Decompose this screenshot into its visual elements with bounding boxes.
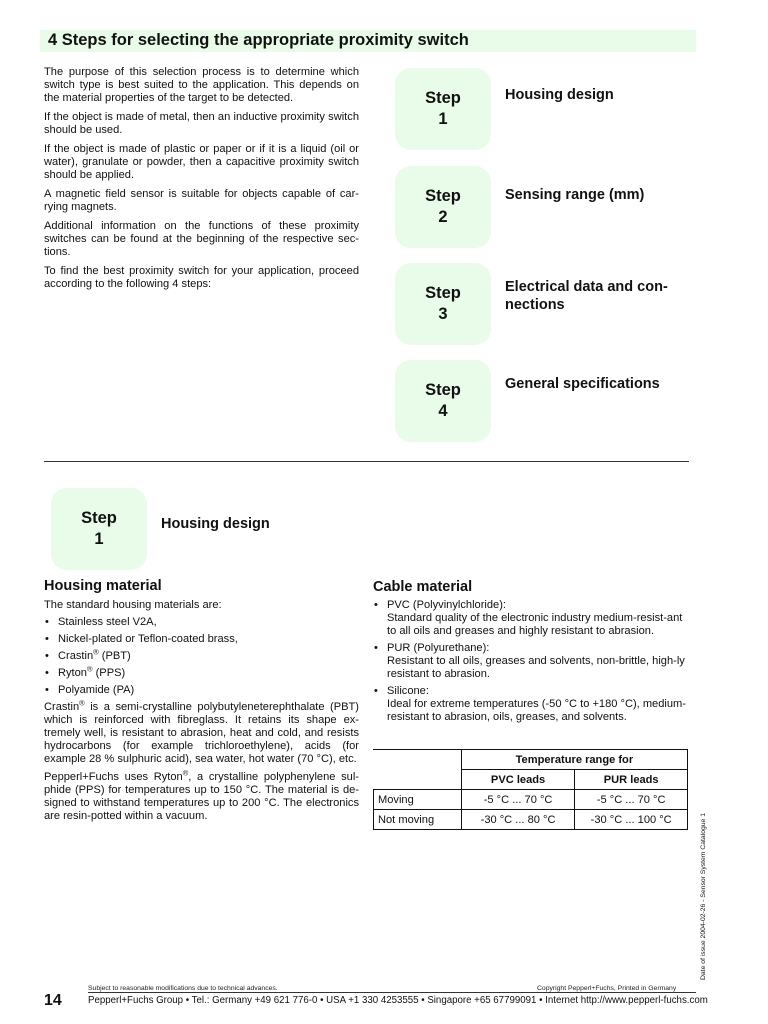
column-header-pur: PUR leads: [575, 770, 688, 790]
list-item: • PUR (Polyurethane): Resistant to all oils, greases and solvents, non-brittle, high-ly resistant to abrasion.: [373, 642, 688, 681]
section-step-label: Housing design: [161, 516, 270, 532]
page-title: 4 Steps for selecting the appropriate proximity switch: [48, 31, 469, 49]
list-item: • Crastin® (PBT): [44, 650, 359, 663]
housing-material-section: [44, 580, 359, 828]
intro-paragraph: A magnetic field sensor is suitable for objects capable of car-rying magnets.: [44, 188, 359, 213]
table-row: Moving -5 °C ... 70 °C -5 °C ... 70 °C: [374, 790, 688, 810]
footer-contact: Pepperl+Fuchs Group • Tel.: Germany +49 621 776-0 • USA +1 330 4253555 • Singapore +65 67799091 • Internet http://www.pepperl-fuchs.com: [88, 995, 708, 1006]
list-item: • Ryton® (PPS): [44, 667, 359, 680]
housing-lead: The standard housing materials are:: [44, 599, 222, 611]
step-2-box: [395, 166, 491, 248]
cable-material-section: [373, 581, 688, 728]
section-step-box: [51, 488, 147, 570]
ryton-paragraph: Pepperl+Fuchs uses Ryton®, a crystalline polyphenylene sul-phide (PPS) for temperatures up to 150 °C. The material is de-signed to withstand temperatures up to 200 °C. The electronics are resin-potted within a vacuum.: [44, 768, 359, 822]
step-number: 1: [94, 530, 104, 548]
table-header-row: [374, 770, 688, 790]
step-4-label: General specifications: [505, 376, 660, 392]
step-2-label: Sensing range (mm): [505, 187, 645, 203]
list-item: • Nickel-plated or Teflon-coated brass,: [44, 633, 359, 646]
housing-list: [44, 616, 359, 697]
side-date-text: Date of issue 2004-02-26 - Sensor System Catalogue 1: [700, 813, 707, 980]
footer-rule: [88, 992, 696, 993]
table-header-row: [374, 750, 688, 770]
step-number: 2: [438, 208, 448, 226]
list-item: • PVC (Polyvinylchloride): Standard quality of the electronic industry medium-resist-ant to all oils and greases and highly resistant to abrasion.: [373, 599, 688, 638]
intro-paragraph: To find the best proximity switch for your application, proceed according to the following 4 steps:: [44, 265, 359, 290]
list-item: • Polyamide (PA): [44, 684, 359, 697]
footer-note: Subject to reasonable modifications due to technical advances.: [88, 985, 278, 992]
list-item: • Silicone: Ideal for extreme temperatures (-50 °C to +180 °C), medium-resistant to abrasion, oils, greases, and solvents.: [373, 685, 688, 724]
page-number: 14: [44, 992, 62, 1009]
step-number: 1: [438, 110, 448, 128]
intro-paragraph: If the object is made of plastic or paper or if it is a liquid (oil or water), granulate or powder, then a capacitive proximity switch should be applied.: [44, 143, 359, 181]
intro-paragraph: Additional information on the functions of these proximity switches can be found at the beginning of the respective sec-tions.: [44, 220, 359, 258]
step-4-box: [395, 360, 491, 442]
footer-copyright: Copyright Pepperl+Fuchs, Printed in Germany: [537, 985, 677, 992]
section-divider: [44, 461, 689, 462]
intro-paragraph: If the object is made of metal, then an inductive proximity switch should be used.: [44, 111, 359, 136]
housing-heading: Housing material: [44, 578, 162, 594]
step-1-label: Housing design: [505, 87, 614, 103]
step-1-box: [395, 68, 491, 150]
step-word: Step: [425, 89, 461, 107]
step-number: 3: [438, 305, 448, 323]
step-number: 4: [438, 402, 448, 420]
step-word: Step: [425, 284, 461, 302]
step-word: Step: [81, 509, 117, 527]
crastin-paragraph: Crastin® is a semi-crystalline polybutyleneterephthalate (PBT) which is reinforced with fibreglass. It retains its shape ex-tremely well, is resistant to abrasion, heat and cold, and resists hydrocarbons (for example trichloroethylene), acids (for example 28 % sulphuric acid), sea water, hot water (70 °C), etc.: [44, 698, 359, 765]
list-item: • Stainless steel V2A,: [44, 616, 359, 629]
cable-list: [373, 599, 688, 724]
table-group-header: Temperature range for: [461, 750, 687, 770]
table-row: Not moving -30 °C ... 80 °C -30 °C ... 100 °C: [374, 810, 688, 830]
column-header-pvc: PVC leads: [461, 770, 575, 790]
cable-heading: Cable material: [373, 579, 473, 595]
intro-paragraph: The purpose of this selection process is to determine which switch type is best suited to the application. This depends on the material properties of the target to be detected.: [44, 66, 359, 104]
intro-text: [44, 66, 359, 297]
temperature-table: [373, 749, 688, 830]
step-word: Step: [425, 381, 461, 399]
step-3-box: [395, 263, 491, 345]
step-word: Step: [425, 187, 461, 205]
step-3-label: Electrical data and con-nections: [505, 279, 668, 313]
